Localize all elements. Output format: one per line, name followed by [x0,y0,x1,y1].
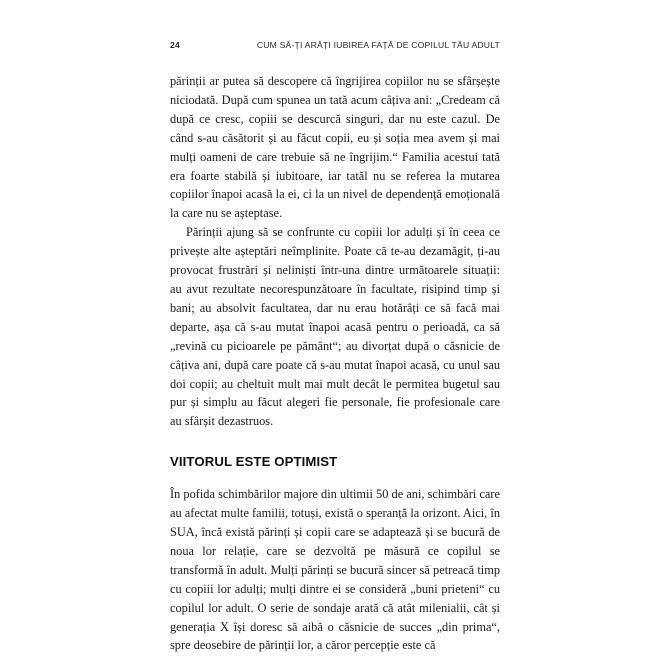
paragraph-optimism: În pofida schimbărilor majore din ultimii 50 de ani, schimbări care au afectat multe familii, totuși, există o speranță la orizont. Aici, în SUA, încă există părinți și copii care se adaptează și se bucură de noua lor relație, care se dezvoltă pe măsură ce copilul se transformă în adult. Mulți părinți se bucură sincer să petreacă timp cu copiii lor adulți; mulți dintre ei se consideră „buni prieteni“ cu copilul lor adult. O serie de sondaje arată că atât milenialii, cât și generația X își doresc să aibă o căsnicie de succes „din prima“, spre deosebire de părinții lor, a căror percepție este că [170,487,500,653]
body-text [170,72,500,655]
paragraph-unmet-expectations: Părinții ajung să se confrunte cu copiii lor adulți și în ceea ce privește alte așteptări neîmplinite. Poate că te-au dezamăgit, ți-au provocat frustrări și neliniști într-una dintre următoarele situații: au avut rezultate necorespunzătoare în facultate, risipind timp și bani; au absolvit facultatea, dar nu erau hotărâți ce să facă mai departe, așa că s-au mutat înapoi acasă pentru o perioadă, ca să „revină cu picioarele pe pământ“; au divorțat după o căsnicie de câțiva ani, după care poate că s-au mutat înapoi acasă, cu unul sau doi copii; au cheltuit mult mai mult decât le permitea bugetul sau pur și simplu au făcut alegeri fie personale, fie profesionale care au sfârșit dezastruos. [170,225,500,429]
book-title: CUM SĂ-ȚI ARĂȚI IUBIREA FAȚĂ DE COPILUL TĂU ADULT [256,40,500,50]
paragraph-continuation: părinții ar putea să descopere că îngrijirea copiilor nu se sfârșește niciodată. După cum spunea un tată acum câțiva ani: „Credeam că după ce cresc, copiii se descurcă singuri, dar nu este cazul. De când s-au căsătorit și au făcut copii, eu și soția mea avem și mai mulți oameni de care trebuie să ne îngrijim.“ Familia acestui tată era foarte stabilă și iubitoare, iar tatăl nu se referea la mutarea copiilor înapoi acasă la ei, ci la un nivel de dependență emoțională la care nu se așteptase. [170,74,500,221]
running-head [170,40,500,54]
section-heading: VIITORUL ESTE OPTIMIST [170,454,338,470]
page-number: 24 [170,40,180,50]
